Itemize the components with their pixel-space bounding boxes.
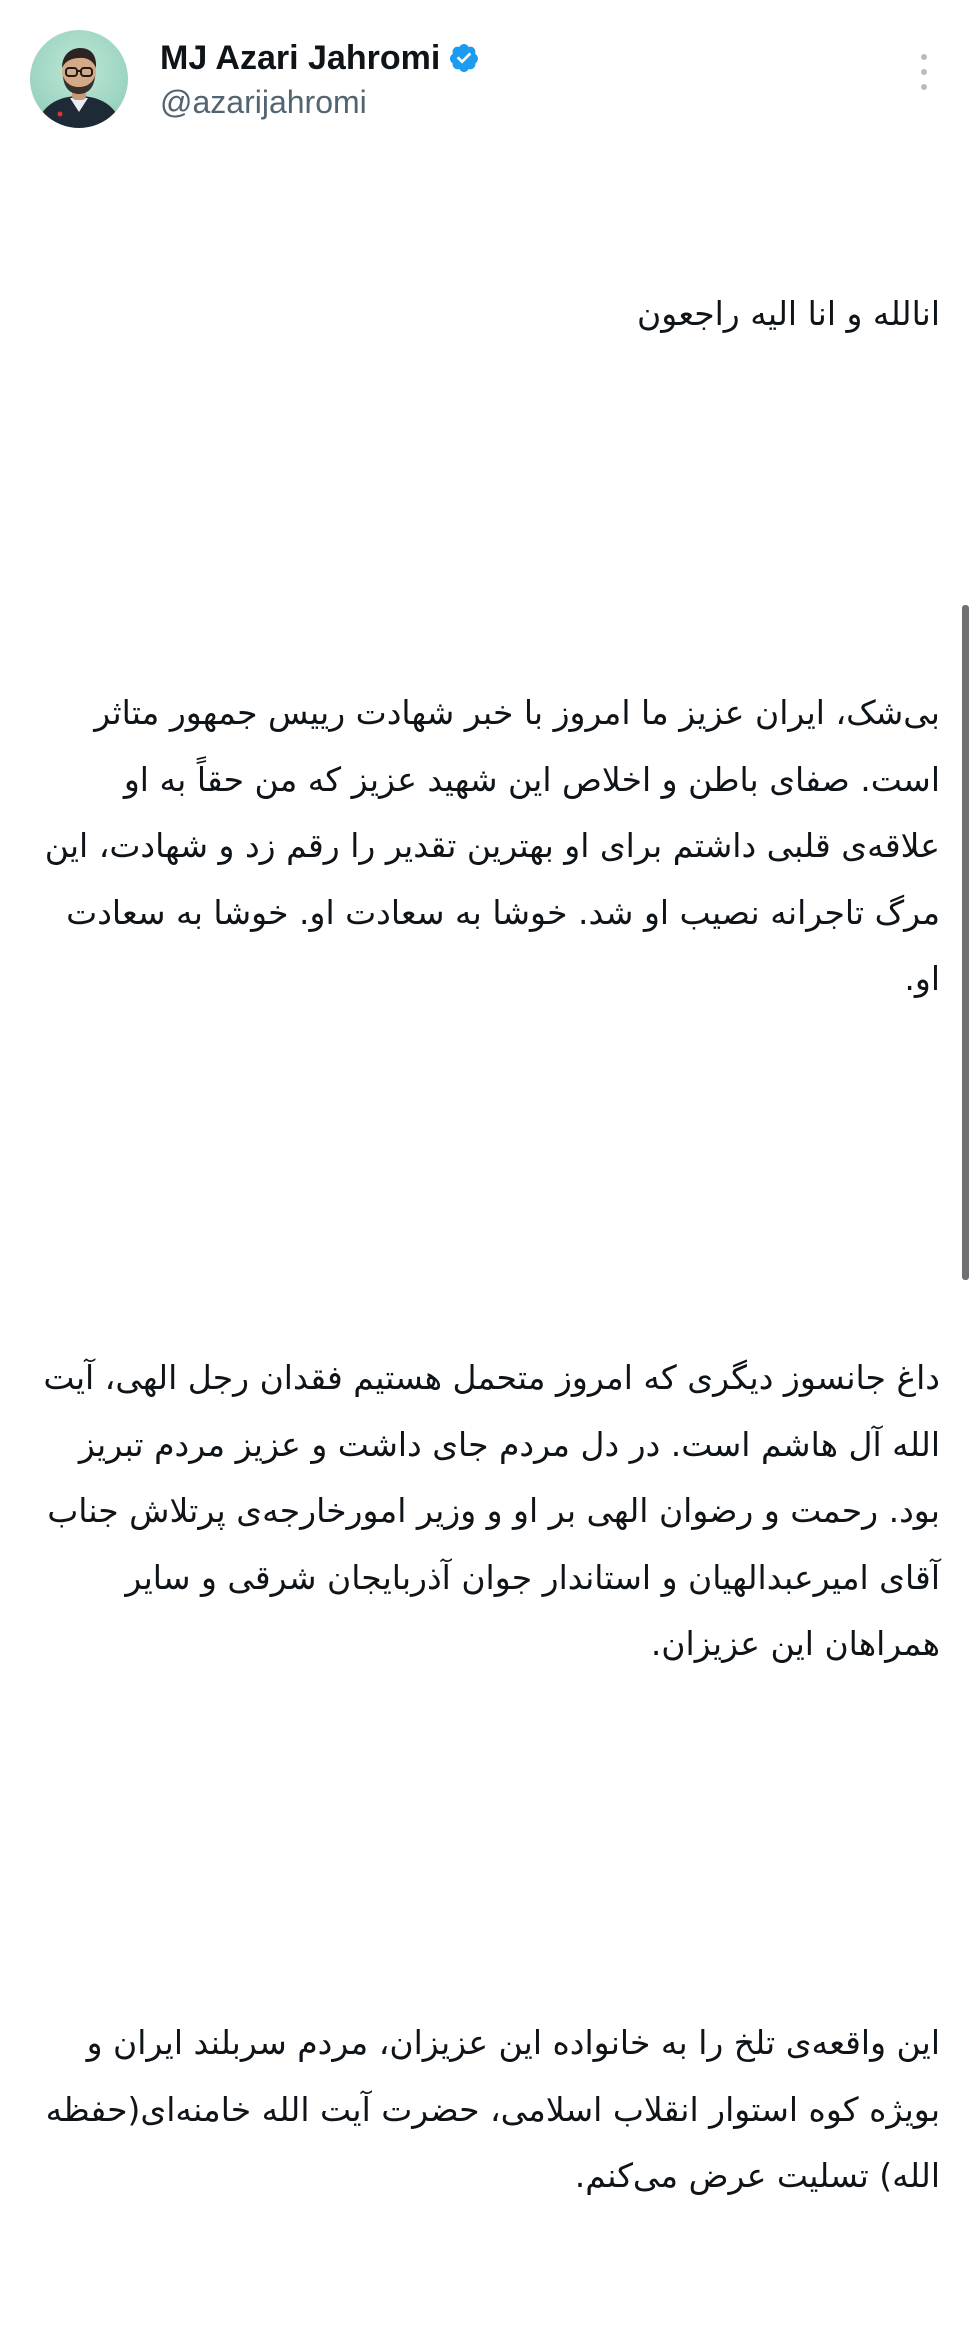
more-dot [921,54,927,60]
profile-photo-icon [30,30,128,128]
paragraph-spacer [30,481,940,548]
verified-badge-icon [448,42,480,74]
paragraph-spacer [30,1811,940,1878]
tweet-text [30,148,940,2343]
more-dot [921,69,927,75]
tweet-paragraph-4: این واقعه‌ی تلخ را به خانواده این عزیزان، مردم سربلند ایران و بویژه کوه استوار انقلاب اسلامی، حضرت آیت الله خامنه‌ای(حفظه الله) تسلیت عرض می‌کنم. [35,2023,940,2195]
tweet-paragraph-2: بی‌شک، ایران عزیز ما امروز با خبر شهادت رییس جمهور متاثر است. صفای باطن و اخلاص این شهید عزیز که من حقاً به او علاقه‌ی قلبی داشتم برای او بهترین تقدیر را رقم زد و شهادت، این مرگ تاجرانه نصیب او شد. خوشا به سعادت او. خوشا به سعادت او. [34,693,940,998]
scrollbar[interactable] [962,605,969,1280]
display-name[interactable]: MJ Azari Jahromi [160,39,441,77]
name-row [160,38,480,78]
user-handle[interactable]: @azarijahromi [160,84,367,120]
tweet-header [30,30,940,130]
paragraph-spacer [30,1146,940,1213]
avatar[interactable] [30,30,128,128]
more-vertical-icon[interactable] [914,54,934,90]
tweet-paragraph-3: داغ جانسوز دیگری که امروز متحمل هستیم فقدان رجل الهی، آیت الله آل هاشم است. در دل مردم جای داشت و عزیز مردم تبریز بود. رحمت و رضوان الهی بر او و وزیر امورخارجه‌ی پرتلاش جناب آقای امیرعبدالهیان و استاندار جوان آذربایجان شرقی و سایر همراهان این عزیزان. [32,1358,940,1663]
tweet-paragraph-1: انالله و انا الیه راجعون [637,294,940,333]
more-dot [921,84,927,90]
